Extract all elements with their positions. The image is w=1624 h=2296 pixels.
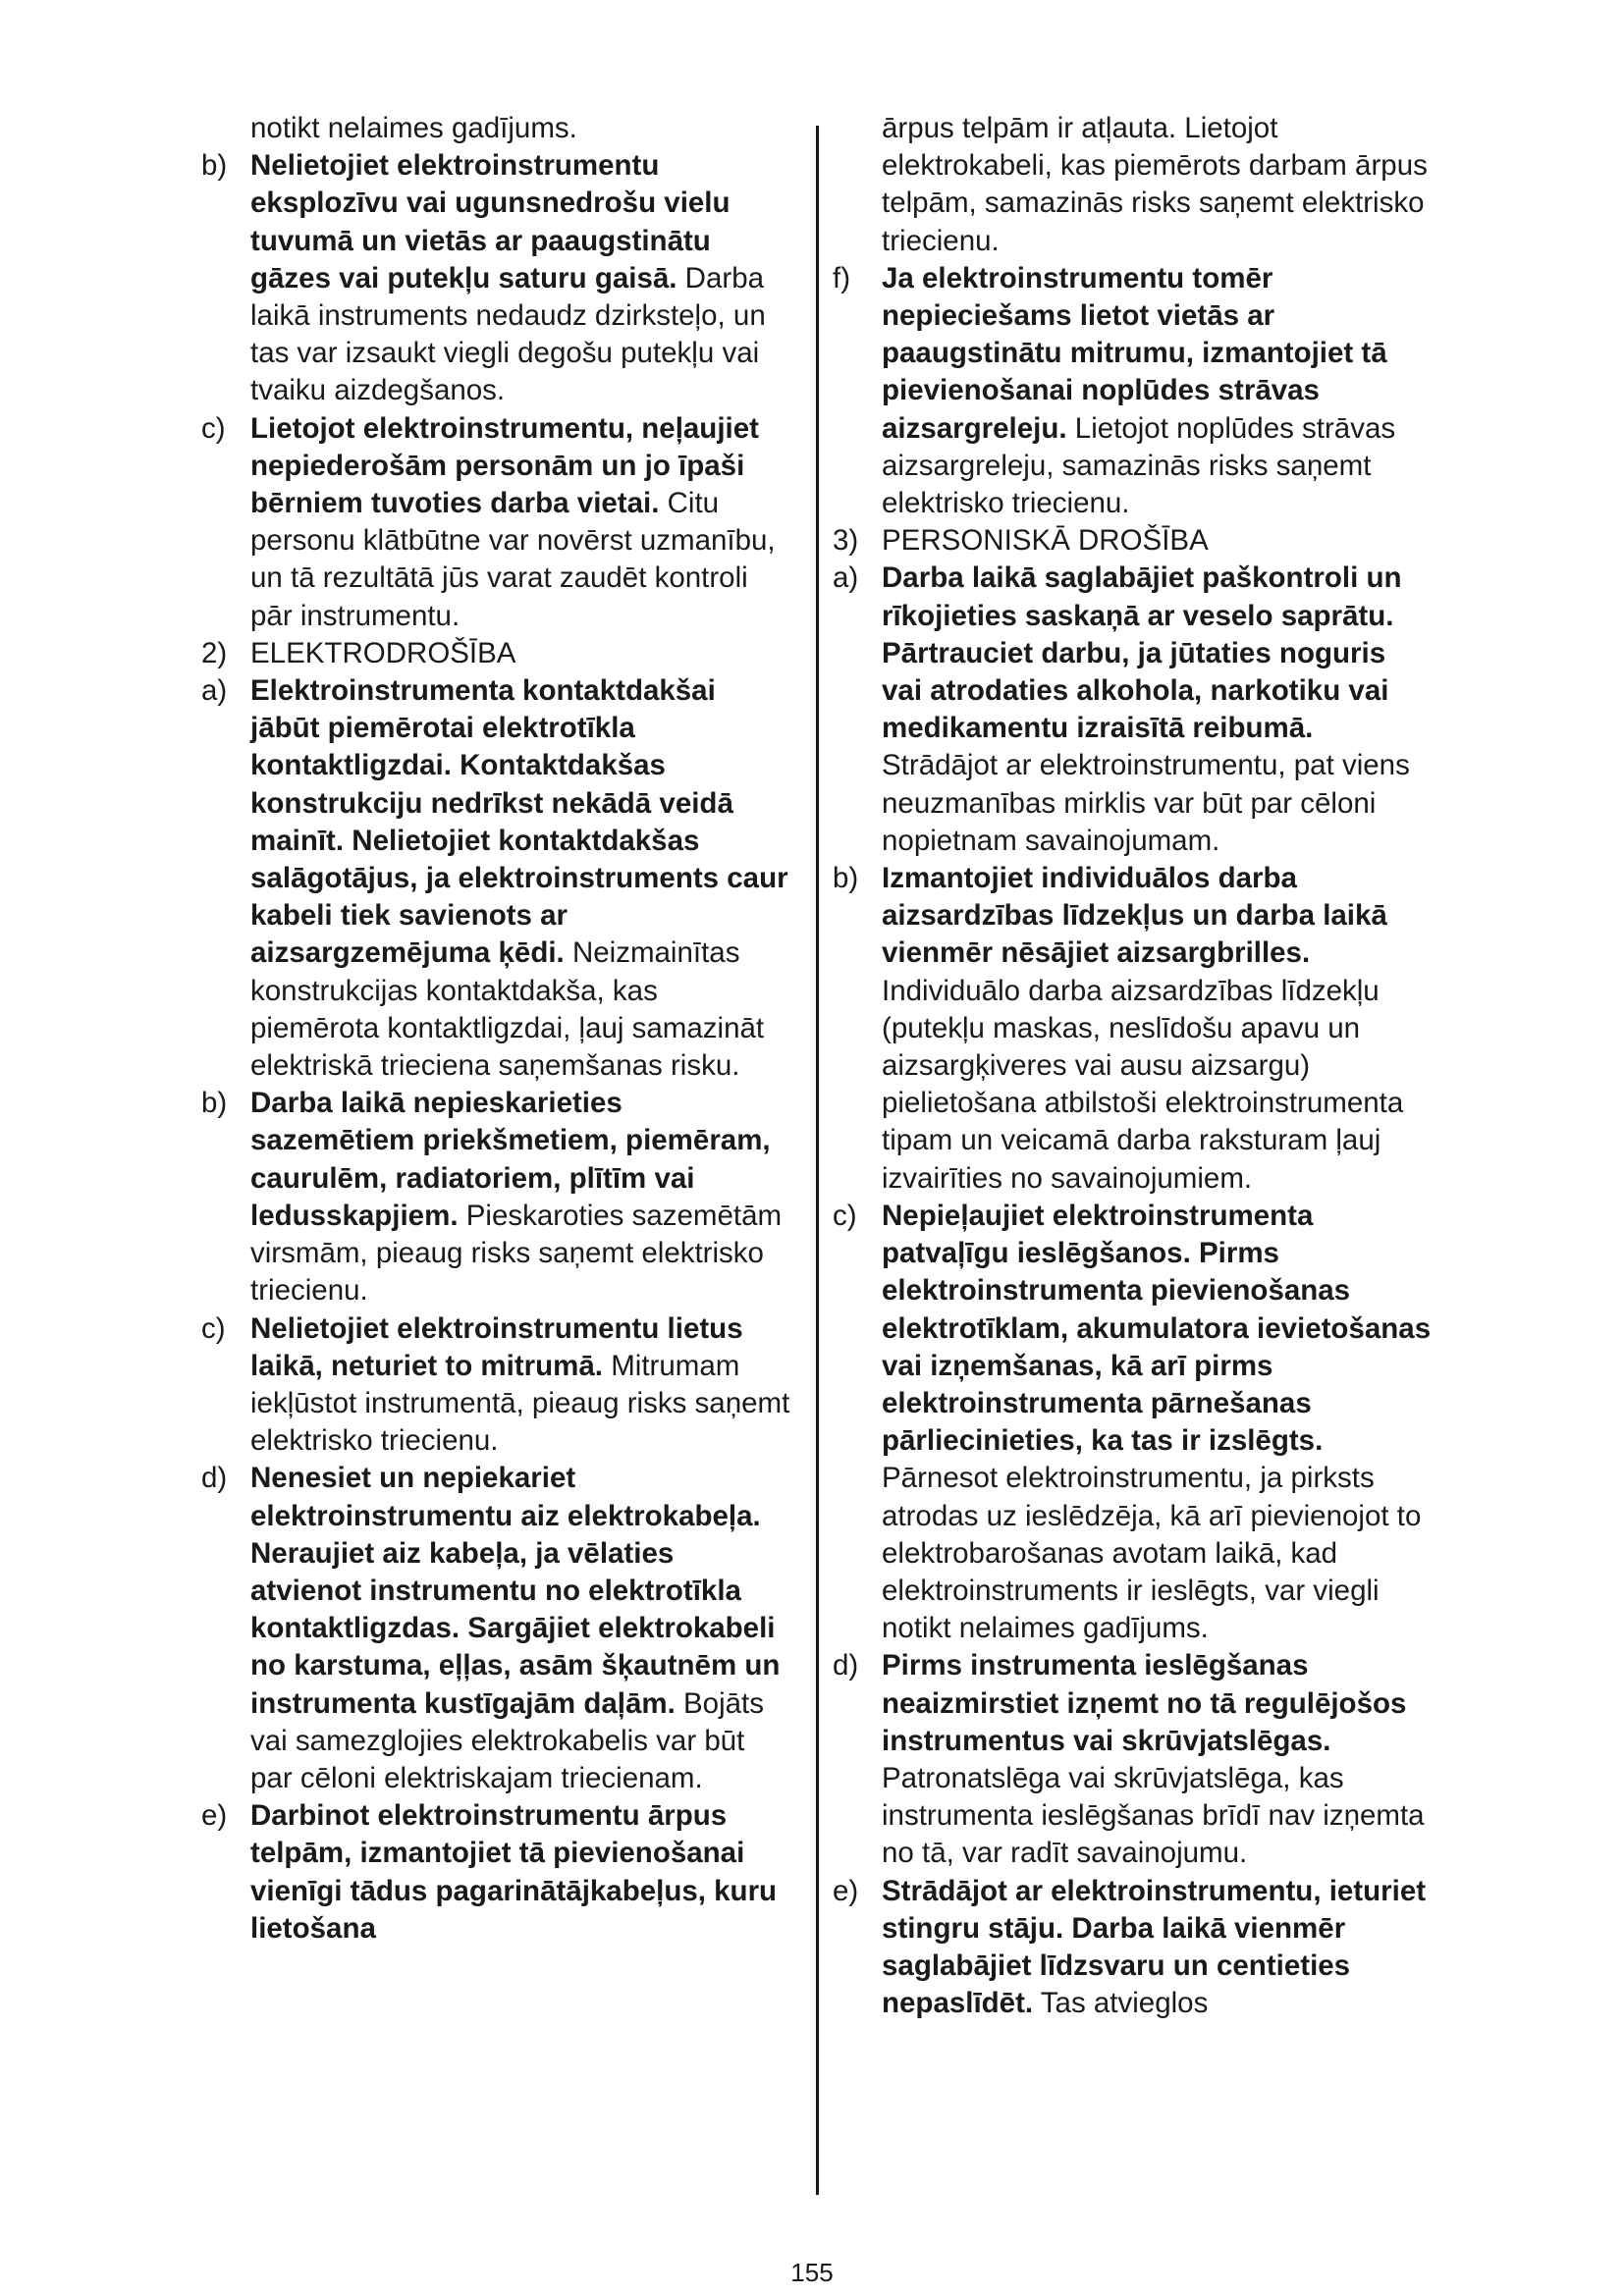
item-instruction: Darba laikā nepieskarieties sazemētiem priekšmetiem, piemēram, caurulēm, radiatoriem, plītīm vai ledusskapjiem. (250, 1087, 771, 1232)
item-instruction: Izmantojiet individuālos darba aizsardzības līdzekļus un darba laikā vienmēr nēsājiet aizsargbrilles. (882, 862, 1387, 970)
item-label: a) (201, 674, 228, 708)
section-title: ELEKTRODROŠĪBA (250, 636, 516, 669)
item-instruction: Elektroinstrumenta kontaktdakšai jābūt piemērotai elektrotīkla kontaktligzdai. Kontaktdakšas konstrukciju nedrīkst nekādā veidā mainīt. Nelietojiet kontaktdakšas salāgotājus, ja elektroinstruments caur kabeli tiek savienots ar aizsargzemējuma ķēdi. (250, 674, 788, 970)
item-explanation: Citu personu klātbūtne var novērst uzmanību, un tā rezultātā jūs varat zaudēt kontroli pār instrumentu. (250, 487, 776, 632)
item-explanation: Darba laikā instruments nedaudz dzirksteļo, un tas var izsaukt viegli degošu putekļu vai tvaiku aizdegšanos. (250, 261, 766, 407)
item-label: f) (833, 261, 851, 294)
item-explanation: Lietojot elektrokabeli, kas piemērots darbam ārpus telpām, samazinās risks saņemt elektrisko triecienu. (882, 112, 1428, 257)
list-item (833, 260, 1434, 522)
item-instruction: Strādājot ar elektroinstrumentu, ieturiet stingru stāju. Darba laikā vienmēr saglabājiet līdzsvaru un centieties nepaslīdēt. (882, 1874, 1427, 2020)
continued-text (833, 110, 1434, 260)
list-item (201, 1310, 790, 1461)
item-explanation: Neizmainītas konstrukcijas kontaktdakša, kas piemērota kontaktligzdai, ļauj samazināt elektriskā trieciena saņemšanas risku. (250, 936, 765, 1083)
section-number: 2) (201, 636, 228, 669)
list-item (201, 1085, 790, 1309)
item-instruction: Pirms instrumenta ieslēgšanas neaizmirstiet izņemt no tā regulējošos instrumentus vai skrūvjatslēgas. (882, 1649, 1407, 1757)
list-item (201, 1460, 790, 1797)
item-label: d) (833, 1649, 859, 1682)
item-instruction: Nepieļaujiet elektroinstrumenta patvaļīgu ieslēgšanos. Pirms elektroinstrumenta pievienošanas elektrotīklam, akumulatora ievietošanas vai izņemšanas, kā arī pirms elektroinstrumenta pārnešanas pārliecinieties, ka tas ir izslēgts. (882, 1199, 1432, 1458)
item-label: d) (201, 1462, 228, 1495)
item-label: a) (833, 561, 859, 595)
item-label: c) (201, 1311, 226, 1345)
item-label: e) (201, 1799, 228, 1833)
section-number: 3) (833, 524, 859, 558)
item-explanation: Lietojot noplūdes strāvas aizsargreleju, samazinās risks saņemt elektrisko triecienu. (882, 411, 1396, 520)
continued-text (201, 110, 790, 147)
list-item (833, 1873, 1434, 2023)
list-item (201, 1797, 790, 1948)
list-item (833, 1647, 1434, 1872)
item-label: c) (833, 1199, 857, 1232)
item-instruction: Darbinot elektroinstrumentu ārpus telpām, izmantojiet tā pievienošanai vienīgi tādus pagarinātājkabeļus, kuru lietošana (250, 1799, 778, 1945)
column-divider (816, 126, 819, 2195)
item-text: notikt nelaimes gadījums. (250, 112, 577, 144)
list-item (201, 147, 790, 409)
item-instruction: ārpus telpām ir atļauta. (882, 112, 1177, 144)
list-item (201, 410, 790, 635)
section-heading (833, 522, 1434, 560)
item-explanation: Individuālo darba aizsardzības līdzekļu (putekļu maskas, neslīdošu apavu un aizsargķiveres vai ausu aizsargu) pielietošana atbilstoši elektroinstrumenta tipam un veicamā darba raksturam ļauj izvairīties no savainojumiem. (882, 974, 1404, 1195)
right-column (833, 110, 1434, 2022)
item-instruction: Nenesiet un nepiekariet elektroinstrumentu aiz elektrokabeļa. Neraujiet aiz kabeļa, ja vēlaties atvienot instrumentu no elektrotīkla kontaktligzdas. Sargājiet elektrokabeli no karstuma, eļļas, asām šķautnēm un instrumenta kustīgajām daļām. (250, 1462, 781, 1720)
list-item (833, 1198, 1434, 1647)
item-label: e) (833, 1874, 859, 1907)
list-item (833, 560, 1434, 860)
page-number: 155 (790, 2258, 834, 2287)
item-instruction: Nelietojiet elektroinstrumentu eksplozīvu vai ugunsnedrošu vielu tuvumā un vietās ar paaugstinātu gāzes vai putekļu saturu gaisā. (250, 149, 731, 294)
item-label: c) (201, 411, 226, 445)
item-label: b) (201, 1087, 228, 1120)
left-column (201, 110, 790, 1948)
item-label: b) (201, 149, 228, 183)
item-instruction: Ja elektroinstrumentu tomēr nepieciešams lietot vietās ar paaugstinātu mitrumu, izmantojiet tā pievienošanai noplūdes strāvas aizsargreleju. (882, 261, 1387, 445)
item-instruction: Darba laikā saglabājiet paškontroli un rīkojieties saskaņā ar veselo saprātu. Pārtrauciet darbu, ja jūtaties noguris vai atrodaties alkohola, narkotiku vai medikamentu izraisītā reibumā. (882, 561, 1402, 745)
item-instruction: Nelietojiet elektroinstrumentu lietus laikā, neturiet to mitrumā. (250, 1311, 743, 1382)
item-explanation: Pārnesot elektroinstrumentu, ja pirksts atrodas uz ieslēdzēja, kā arī pievienojot to elektrobarošanas avotam laikā, kad elektroinstruments ir ieslēgts, var viegli notikt nelaimes gadījums. (882, 1462, 1422, 1645)
item-explanation: Patronatslēga vai skrūvjatslēga, kas instrumenta ieslēgšanas brīdī nav izņemta no tā, var radīt savainojumu. (882, 1761, 1425, 1870)
list-item (201, 672, 790, 1085)
list-item (833, 860, 1434, 1198)
item-instruction: Lietojot elektroinstrumentu, neļaujiet nepiederošām personām un jo īpaši bērniem tuvoties darba vietai. (250, 411, 759, 520)
item-explanation: Pieskaroties sazemētām virsmām, pieaug risks saņemt elektrisko triecienu. (250, 1199, 783, 1308)
item-explanation: Tas atvieglos (1040, 1987, 1209, 2020)
item-explanation: Mitrumam iekļūstot instrumentā, pieaug risks saņemt elektrisko triecienu. (250, 1349, 790, 1458)
section-heading (201, 635, 790, 672)
item-label: b) (833, 862, 859, 895)
section-title: PERSONISKĀ DROŠĪBA (882, 524, 1209, 558)
item-explanation: Strādājot ar elektroinstrumentu, pat viens neuzmanības mirklis var būt par cēloni nopietnam savainojumam. (882, 749, 1410, 857)
item-explanation: Bojāts vai samezglojies elektrokabelis var būt par cēloni elektriskajam triecienam. (250, 1686, 764, 1794)
